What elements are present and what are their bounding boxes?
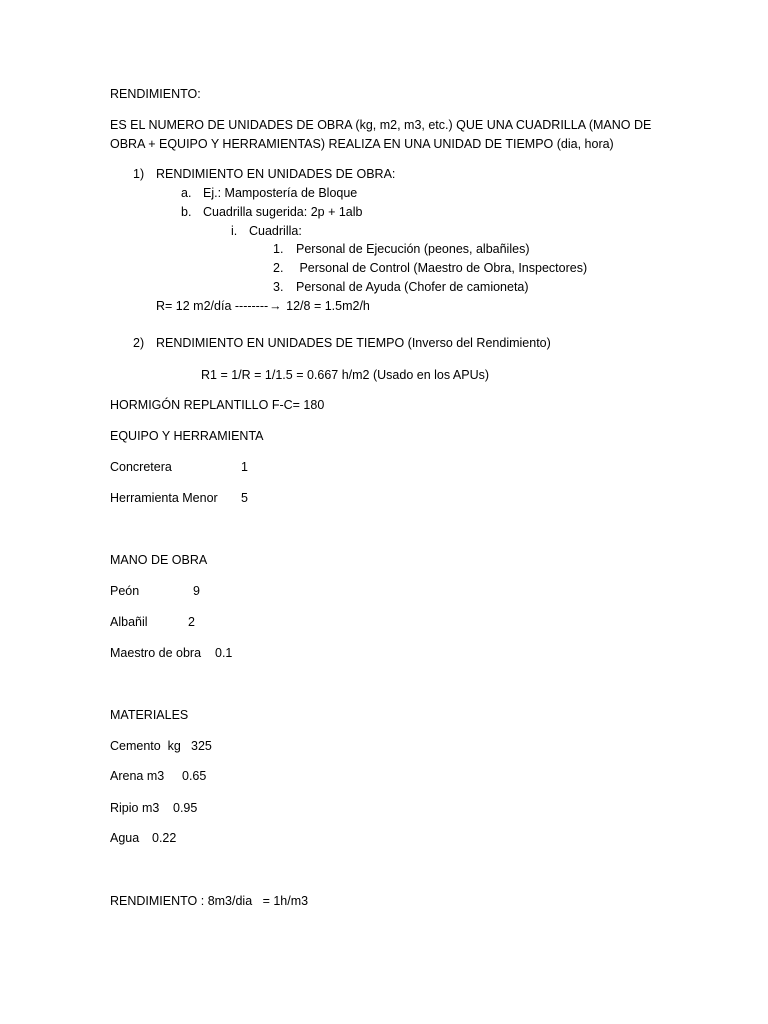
equipment-title: EQUIPO Y HERRAMIENTA bbox=[110, 429, 264, 443]
labor-qty: 2 bbox=[188, 615, 195, 629]
item-2-number: 2) bbox=[133, 336, 145, 350]
definition-line-2: OBRA + EQUIPO Y HERRAMIENTAS) REALIZA EN UNA UNIDAD DE TIEMPO (dia, hora) bbox=[110, 137, 614, 151]
item-1bi-marker: i. bbox=[231, 224, 238, 238]
labor-name: Maestro de obra bbox=[110, 646, 202, 660]
item-1-title: RENDIMIENTO EN UNIDADES DE OBRA: bbox=[156, 167, 396, 181]
material-qty: 325 bbox=[191, 739, 212, 753]
material-qty: 0.22 bbox=[152, 831, 177, 845]
crew-item-marker: 1. bbox=[273, 242, 284, 256]
crew-item-text: Personal de Ejecución (peones, albañiles) bbox=[296, 242, 530, 256]
document-heading: RENDIMIENTO: bbox=[110, 87, 201, 101]
labor-name: Albañil bbox=[110, 615, 148, 629]
item-1b-marker: b. bbox=[181, 205, 192, 219]
labor-name: Peón bbox=[110, 584, 140, 598]
arrow-right-icon: → bbox=[269, 299, 282, 313]
labor-qty: 0.1 bbox=[215, 646, 233, 660]
performance-line: RENDIMIENTO : 8m3/dia = 1h/m3 bbox=[110, 894, 309, 908]
equipment-name: Herramienta Menor bbox=[110, 491, 218, 505]
formula-1-left: R= 12 m2/día -------- bbox=[156, 299, 269, 313]
material-qty: 0.65 bbox=[182, 769, 207, 783]
crew-item-text: Personal de Control (Maestro de Obra, Inspectores) bbox=[296, 261, 588, 275]
materials-title: MATERIALES bbox=[110, 708, 189, 722]
item-1bi-text: Cuadrilla: bbox=[249, 224, 302, 238]
formula-1-right: 12/8 = 1.5m2/h bbox=[282, 299, 370, 313]
crew-item-text: Personal de Ayuda (Chofer de camioneta) bbox=[296, 280, 529, 294]
material-name: Agua bbox=[110, 831, 140, 845]
equipment-qty: 1 bbox=[241, 460, 248, 474]
crew-item-marker: 3. bbox=[273, 280, 284, 294]
item-1a-marker: a. bbox=[181, 186, 192, 200]
labor-qty: 9 bbox=[193, 584, 200, 598]
concrete-title: HORMIGÓN REPLANTILLO F-C= 180 bbox=[110, 398, 325, 412]
item-2-title: RENDIMIENTO EN UNIDADES DE TIEMPO (Inverso del Rendimiento) bbox=[156, 336, 551, 350]
definition-line-1: ES EL NUMERO DE UNIDADES DE OBRA (kg, m2, m3, etc.) QUE UNA CUADRILLA (MANO DE bbox=[110, 118, 652, 132]
formula-2: R1 = 1/R = 1/1.5 = 0.667 h/m2 (Usado en los APUs) bbox=[201, 368, 490, 382]
item-1b-text: Cuadrilla sugerida: 2p + 1alb bbox=[203, 205, 363, 219]
labor-title: MANO DE OBRA bbox=[110, 553, 208, 567]
formula-1 bbox=[156, 299, 370, 314]
crew-item-marker: 2. bbox=[273, 261, 284, 275]
equipment-qty: 5 bbox=[241, 491, 248, 505]
item-1a-text: Ej.: Mampostería de Bloque bbox=[203, 186, 358, 200]
item-1-number: 1) bbox=[133, 167, 145, 181]
material-name: Cemento kg bbox=[110, 739, 181, 753]
equipment-name: Concretera bbox=[110, 460, 172, 474]
material-qty: 0.95 bbox=[173, 801, 198, 815]
material-name: Arena m3 bbox=[110, 769, 165, 783]
material-name: Ripio m3 bbox=[110, 801, 160, 815]
